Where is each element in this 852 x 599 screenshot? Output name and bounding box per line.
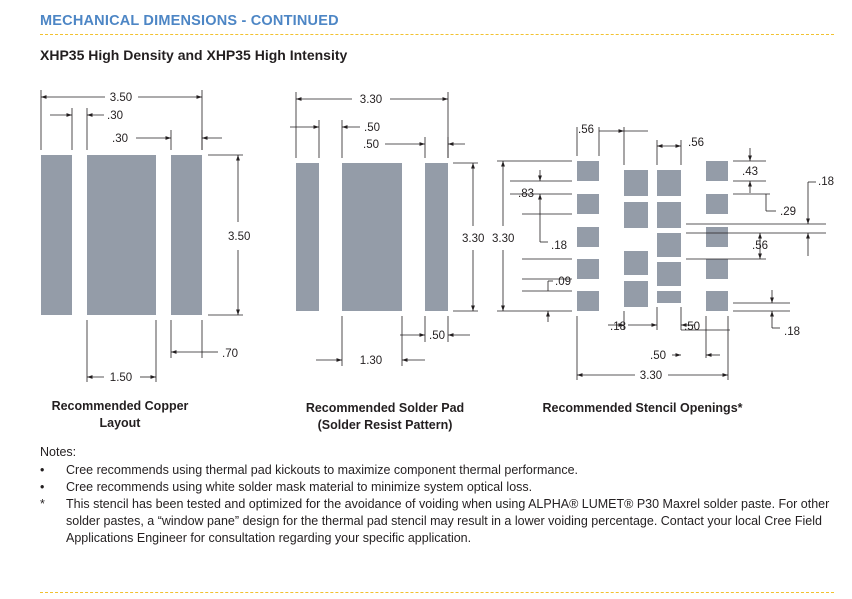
stencil-050-bottom-label: .50: [684, 321, 700, 333]
stencil-056-right-label: .56: [752, 240, 768, 252]
copper-caption: Recommended Copper Layout: [51, 399, 189, 430]
solder-gap-label: .50: [364, 122, 380, 134]
copper-total-width-label: 3.50: [109, 92, 133, 104]
solder-height-label: 3.30: [462, 233, 485, 245]
solder-center-width-label: 1.30: [359, 355, 383, 367]
stencil-pad-center-6: [657, 202, 681, 228]
notes-heading: Notes:: [40, 445, 77, 459]
stencil-pad-left-2: [577, 194, 599, 214]
copper-side-width-label: .30: [112, 133, 128, 145]
stencil-total-width-label: 3.30: [639, 370, 663, 382]
bullet-mark: •: [40, 463, 45, 477]
solder-side-width-label: .50: [363, 139, 379, 151]
solder-offset-label: .50: [429, 330, 445, 342]
stencil-pad-left-5: [577, 291, 599, 311]
solder-total-width-label: 3.30: [359, 94, 383, 106]
solder-pad-center: [342, 163, 402, 311]
stencil-pad-center-8: [657, 262, 681, 286]
stencil-pad-right-2: [706, 194, 728, 214]
stencil-top-right-label: .56: [688, 137, 704, 149]
note-text: Cree recommends using thermal pad kickouts to maximize component thermal performance.: [66, 463, 579, 477]
solder-caption-line1: Recommended Solder Pad: [305, 401, 465, 415]
copper-offset-label: .70: [222, 348, 238, 360]
stencil-pad-right-5: [706, 291, 728, 311]
stencil-pad-right-3: [706, 227, 728, 247]
stencil-pad-right-1: [706, 161, 728, 181]
stencil-083-label: .83: [518, 188, 534, 200]
solder-caption-line2: (Solder Resist Pattern): [317, 418, 453, 432]
note-text: Cree recommends using white solder mask material to minimize system optical loss.: [66, 480, 533, 494]
bottom-divider: [40, 592, 834, 593]
page-subtitle: XHP35 High Density and XHP35 High Intensity: [40, 47, 348, 63]
stencil-pad-center-5: [657, 170, 681, 196]
stencil-top-left-label: .56: [578, 124, 594, 136]
solder-pad-right: [425, 163, 448, 311]
bullet-mark: •: [40, 480, 45, 494]
stencil-018-left-label: .18: [551, 240, 567, 252]
stencil-009-label: .09: [555, 276, 571, 288]
stencil-pad-left-3: [577, 227, 599, 247]
solder-pad-left: [296, 163, 319, 311]
stencil-018-right-label: .18: [818, 176, 834, 188]
copper-gap-label: .30: [107, 110, 123, 122]
stencil-pad-center-3: [624, 251, 648, 275]
stencil-height-label: 3.30: [492, 233, 515, 245]
stencil-pad-center-4: [624, 281, 648, 307]
stencil-pad-right-4: [706, 259, 728, 279]
solder-caption: [285, 400, 485, 434]
stencil-pad-left-4: [577, 259, 599, 279]
stencil-043-label: .43: [742, 166, 758, 178]
stencil-pad-center-1: [624, 170, 648, 196]
copper-pad-left: [41, 155, 72, 315]
stencil-029-label: .29: [780, 206, 796, 218]
copper-pad-center: [87, 155, 156, 315]
asterisk-mark: *: [40, 497, 45, 511]
section-title: MECHANICAL DIMENSIONS - CONTINUED: [40, 13, 339, 29]
stencil-layout: [497, 127, 826, 380]
solder-pad-layout: [290, 92, 478, 366]
notes-section: [40, 444, 840, 547]
copper-pad-right: [171, 155, 202, 315]
stencil-pad-left-1: [577, 161, 599, 181]
stencil-pad-center-9: [657, 291, 681, 303]
stencil-018-bottom-left-label: .18: [610, 321, 626, 333]
note-item: [40, 496, 840, 547]
copper-layout: [41, 90, 243, 382]
stencil-pad-center-7: [657, 233, 681, 257]
note-item: [40, 462, 840, 479]
note-item: [40, 479, 840, 496]
stencil-018-bottom-right-label: .18: [784, 326, 800, 338]
stencil-pad-center-2: [624, 202, 648, 228]
stencil-caption: Recommended Stencil Openings*: [542, 401, 743, 415]
copper-center-width-label: 1.50: [109, 372, 133, 384]
copper-height-label: 3.50: [228, 231, 251, 243]
stencil-050-lower-label: .50: [650, 350, 666, 362]
note-text: This stencil has been tested and optimized for the avoidance of voiding when using ALPHA® LUMET® P30 Maxrel solder paste. For other solder pastes, a “window pane” design for the thermal pad stencil may result in a lower voiding percentage. Contact your local Cree Field Applications Engineer for consultation regarding your specific application.: [66, 497, 830, 545]
